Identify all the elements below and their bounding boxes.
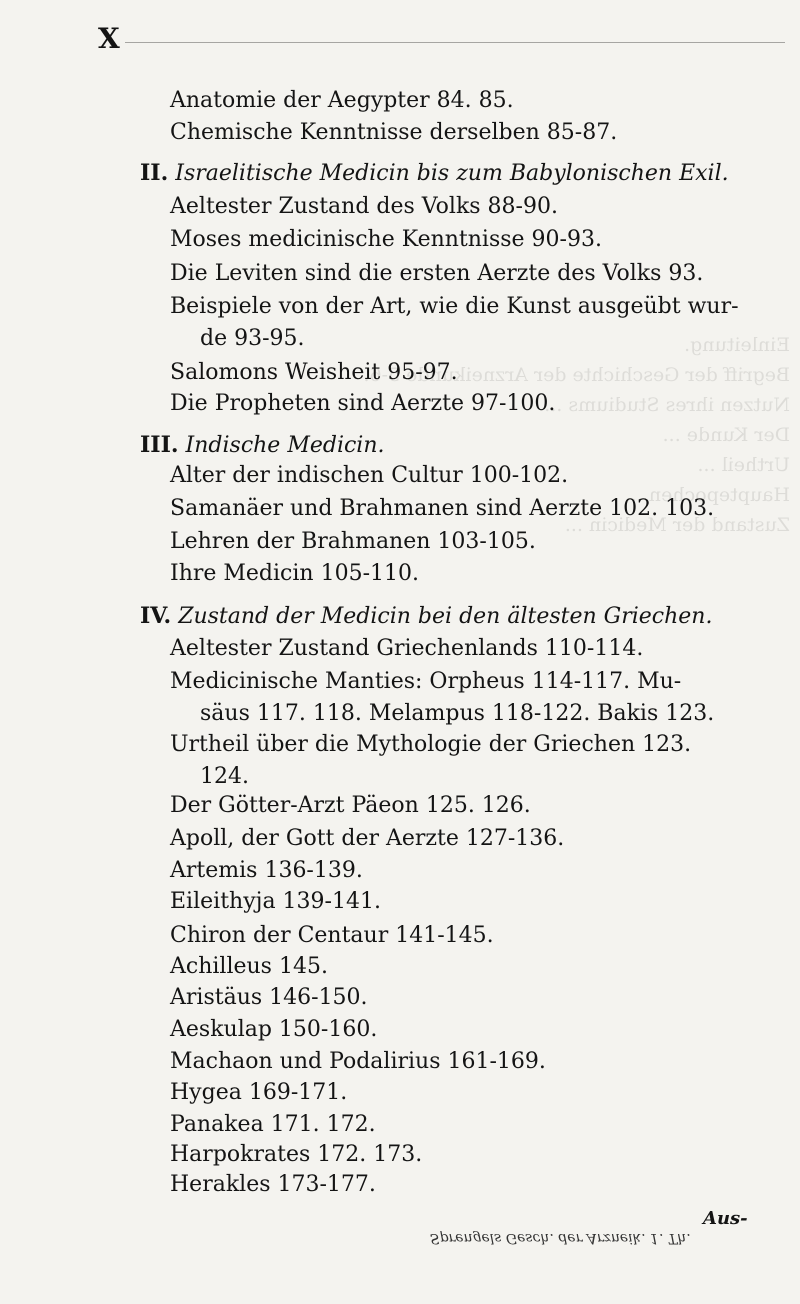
toc-entry: Alter der indischen Cultur 100-102. bbox=[170, 463, 569, 488]
toc-entry: Salomons Weisheit 95-97. bbox=[170, 360, 458, 385]
section-number: II. bbox=[140, 160, 169, 186]
section-heading bbox=[140, 430, 385, 461]
toc-entry: Artemis 136-139. bbox=[170, 858, 363, 883]
toc-entry: Harpokrates 172. 173. bbox=[170, 1142, 423, 1167]
toc-entry-continuation: de 93-95. bbox=[200, 326, 305, 351]
toc-entry: Chemische Kenntnisse derselben 85-87. bbox=[170, 120, 618, 145]
toc-entry: Beispiele von der Art, wie die Kunst ausgeübt wur- bbox=[170, 294, 739, 319]
section-heading bbox=[140, 158, 729, 189]
toc-entry: Der Götter-Arzt Päeon 125. 126. bbox=[170, 793, 531, 818]
toc-entry: Die Leviten sind die ersten Aerzte des Volks 93. bbox=[170, 261, 704, 286]
mirrored-footer-text: Sprengels Gesch. der Arzneik. 1. Th. bbox=[430, 1230, 691, 1246]
catchword: Aus- bbox=[703, 1208, 748, 1229]
toc-entry: Lehren der Brahmanen 103-105. bbox=[170, 529, 536, 554]
toc-entry: Herakles 173-177. bbox=[170, 1172, 376, 1197]
toc-entry: Aeltester Zustand des Volks 88-90. bbox=[170, 194, 558, 219]
toc-entry: Urtheil über die Mythologie der Griechen 123. bbox=[170, 732, 692, 757]
section-number: III. bbox=[140, 432, 179, 458]
toc-entry: Ihre Medicin 105-110. bbox=[170, 561, 419, 586]
section-title: Indische Medicin. bbox=[185, 433, 385, 458]
toc-entry: Anatomie der Aegypter 84. 85. bbox=[170, 88, 514, 113]
show-through-text: Einleitung. Begriff der Geschichte der Arzneikunde 5-6. Nutzen ihres Studiums ... Der Kunde ... Urtheil ... Hauptepochen ... Zustand der Medicin ... bbox=[363, 334, 790, 536]
section-number: IV. bbox=[140, 603, 172, 629]
page-number: X bbox=[98, 22, 120, 55]
toc-entry: Aeskulap 150-160. bbox=[170, 1017, 378, 1042]
section-heading bbox=[140, 601, 712, 632]
toc-entry: Medicinische Manties: Orpheus 114-117. Mu- bbox=[170, 669, 682, 694]
toc-entry: Samanäer und Brahmanen sind Aerzte 102. 103. bbox=[170, 496, 715, 521]
toc-entry: Die Propheten sind Aerzte 97-100. bbox=[170, 391, 556, 416]
toc-entry: Aristäus 146-150. bbox=[170, 985, 368, 1010]
header-rule bbox=[125, 42, 785, 43]
toc-entry: Aeltester Zustand Griechenlands 110-114. bbox=[170, 636, 644, 661]
toc-entry: Moses medicinische Kenntnisse 90-93. bbox=[170, 227, 602, 252]
toc-entry: Hygea 169-171. bbox=[170, 1080, 348, 1105]
section-title: Zustand der Medicin bei den ältesten Griechen. bbox=[178, 604, 713, 629]
toc-entry: Achilleus 145. bbox=[170, 954, 328, 979]
toc-entry: Chiron der Centaur 141-145. bbox=[170, 923, 494, 948]
toc-entry: Machaon und Podalirius 161-169. bbox=[170, 1049, 546, 1074]
toc-entry: Apoll, der Gott der Aerzte 127-136. bbox=[170, 826, 565, 851]
section-title: Israelitische Medicin bis zum Babylonischen Exil. bbox=[175, 161, 729, 186]
toc-entry-continuation: säus 117. 118. Melampus 118-122. Bakis 123. bbox=[200, 701, 715, 726]
toc-entry-continuation: 124. bbox=[200, 764, 249, 789]
toc-entry: Eileithyja 139-141. bbox=[170, 889, 381, 914]
toc-entry: Panakea 171. 172. bbox=[170, 1112, 376, 1137]
